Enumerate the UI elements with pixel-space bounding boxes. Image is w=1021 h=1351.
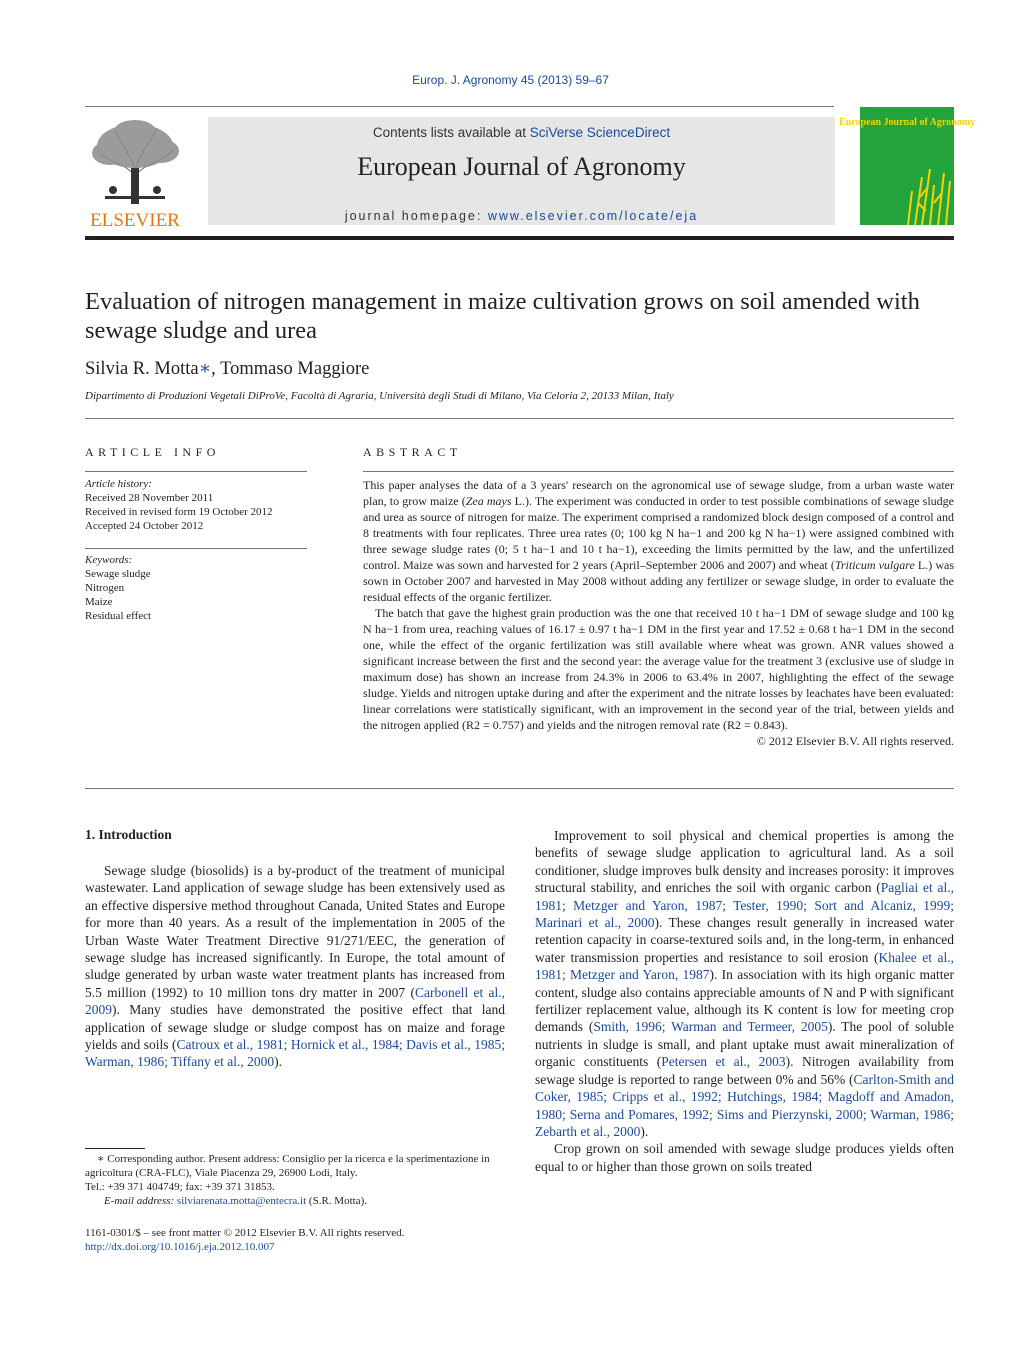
copyright-notice: © 2012 Elsevier B.V. All rights reserved. — [756, 734, 954, 748]
journal-cover-image[interactable] — [838, 107, 976, 225]
abstract-text-span: L.) was sown in October 2007 and harvested in May 2008 without adding any fertilizer or sewage sludge, in order to evaluate the residual effects of the organic fertilizer. — [363, 558, 954, 604]
abstract-text-span: L.). The experiment was conducted in order to test possible combinations of sewage sludge and urea as source of nitrogen for maize. The experiment comprised a randomized block design composed of a control and 8 treatments with four replicates. Three urea rates (0; 100 kg N ha−1 and 200 kg N ha−1) were assigned combined with three sewage sludge rates (0; 5 t ha−1 and 10 t ha−1), exceeding the limits permitted by the law, and the unfertilized control. Maize was sown and harvested for 2 years (April–September 2006 and 2007) and wheat ( — [363, 494, 955, 572]
title-divider — [85, 418, 954, 419]
tree-icon — [85, 118, 185, 230]
abstract-heading: ABSTRACT — [363, 445, 462, 459]
journal-citation[interactable]: Europ. J. Agronomy 45 (2013) 59–67 — [412, 73, 609, 87]
species-name: Triticum vulgare — [834, 558, 915, 572]
body-text-span: Sewage sludge (biosolids) is a by-product of the treatment of municipal wastewater. Land application of sewage sludge has been extensively used as an effective dispersive method throughout Canada, United States and Europe for more than 40 years. As a result of the implementation in 2005 of the Urban Waste Water Treatment Directive 91/271/EEC, the generation of sewage sludge has increased significantly. In Europe, the total amount of sludge generated by urban waste water treatment plants has increased from 5.5 million (1992) to 10 million tons dry matter in 2007 ( — [85, 863, 505, 1000]
body-text-span: ). The pool of soluble nutrients in sludge is small, and plant uptake must await mineralization of organic constituents ( — [535, 1019, 955, 1070]
author-separator: , — [211, 359, 221, 379]
doi-link[interactable]: http://dx.doi.org/10.1016/j.eja.2012.10.007 — [85, 1241, 275, 1253]
body-paragraph — [85, 862, 505, 1071]
author-name: Silvia R. Motta — [85, 359, 199, 379]
body-paragraph — [535, 827, 954, 1140]
abstract-text — [363, 477, 954, 749]
citation-link[interactable]: Khalee et al., 1981; Metzger and Yaron, 1987 — [535, 949, 955, 983]
history-revised: Received in revised form 19 October 2012 — [85, 506, 273, 518]
author-list — [85, 358, 369, 380]
issn-line: 1161-0301/$ – see front matter © 2012 Elsevier B.V. All rights reserved. — [85, 1227, 405, 1239]
abstract-paragraph — [363, 477, 954, 605]
author-name: Tommaso Maggiore — [220, 359, 370, 379]
abstract-divider — [363, 471, 954, 472]
body-column-left — [85, 862, 505, 1071]
article-info-divider — [85, 471, 307, 472]
homepage-link[interactable]: www.elsevier.com/locate/eja — [487, 209, 699, 223]
homepage-line — [208, 209, 835, 223]
contact-email-line — [85, 1194, 505, 1208]
contact-phone: Tel.: +39 371 404749; fax: +39 371 31853. — [85, 1181, 275, 1193]
cover-title: European Journal of Agronomy — [838, 117, 976, 128]
history-label: Article history: — [85, 478, 152, 490]
contents-prefix: Contents lists available at — [372, 125, 530, 140]
footnotes — [85, 1152, 505, 1208]
article-info-heading: ARTICLE INFO — [85, 445, 220, 459]
journal-banner — [208, 117, 835, 225]
abstract-text-span: This paper analyses the data of a 3 years' research on the agronomical use of sewage sludge, from a urban waste water plan, to grow maize ( — [363, 478, 954, 508]
keyword-item: Sewage sludge — [85, 568, 151, 580]
citation-link[interactable]: Petersen et al., 2003 — [661, 1054, 786, 1070]
citation-link[interactable]: Carlton-Smith and Coker, 1985; Cripps et al., 1992; Hutchings, 1984; Magdoff and Amadon, 1980; Serna and Pomares, 1992; Sims and Pierzynski, 2000; Warman, 1986; Zebarth et al., 2000 — [535, 1071, 954, 1139]
journal-name: European Journal of Agronomy — [357, 152, 686, 181]
abstract-paragraph: The batch that gave the highest grain production was the one that received 10 t ha−1 DM of sewage sludge and 100 kg N ha−1 from urea, reaching values of 16.17 ± 0.97 t ha−1 DM in the first year and 17.52 ± 0.68 t ha−1 DM in the second one, while the effect of the organic fertilization was still available where wheat was grown. ANR values showed a significant increase between the first and the second year: the average value for the treatment 3 (exclusive use of sludge in maximum dose) has shown an increase from 24.3% in 2006 to 63.4% in 2007, highlighting the effect of the sewage sludge. Yields and nitrogen uptake during and after the experiment and the nitrate losses by leachates have been evaluated: linear correlations were statistically significant, with an improvement in the second year of the trial, between yields and the nitrogen applied (R2 = 0.757) and yields and the nitrogen removal rate (R2 = 0.843). — [363, 606, 954, 732]
author-affiliation: Dipartimento di Produzioni Vegetali DiProVe, Facoltà di Agraria, Università degli Studi di Milano, Via Celoria 2, 20133 Milan, Italy — [85, 390, 674, 402]
body-text-span: ). Nitrogen availability from sewage sludge is reported to range between 0% and 56% ( — [535, 1054, 954, 1087]
corresponding-author-mark[interactable]: ∗ — [198, 359, 212, 379]
keywords-block — [85, 553, 151, 623]
keyword-item: Nitrogen — [85, 582, 125, 594]
elsevier-logo[interactable] — [85, 118, 185, 230]
front-matter — [85, 1226, 404, 1254]
cover-icon — [838, 107, 976, 225]
email-link[interactable]: silviarenata.motta@entecra.it — [176, 1195, 307, 1207]
keyword-item: Residual effect — [85, 610, 152, 622]
corresponding-author-note: ∗ Corresponding author. Present address: Consiglio per la ricerca e la sperimentazione in agricoltura (CRA-FLC), Viale Piacenza 29, 26900 Lodi, Italy. — [85, 1153, 490, 1179]
body-text-span: ). In association with its high organic matter content, sludge also contains appreciable amounts of N and P with significant fertilizer replacement value, although its K content is low for meeting crop demands ( — [535, 967, 954, 1035]
sciencedirect-link[interactable]: SciVerse ScienceDirect — [529, 125, 671, 140]
homepage-prefix: journal homepage: — [344, 209, 488, 223]
contents-line — [208, 125, 835, 140]
body-text-span: ). — [640, 1123, 649, 1139]
citation-link[interactable]: Pagliai et al., 1981; Metzger and Yaron, 1987; Tester, 1990; Sort and Alcaniz, 1999; Marinari et al., 2000 — [535, 880, 954, 931]
email-label: E-mail address: — [104, 1195, 177, 1207]
header-thick-divider — [85, 236, 954, 240]
keywords-divider — [85, 548, 307, 549]
body-text-span: ). — [274, 1054, 283, 1070]
abstract-bottom-divider — [85, 788, 954, 789]
citation-link[interactable]: Smith, 1996; Warman and Termeer, 2005 — [593, 1019, 828, 1035]
article-history — [85, 477, 273, 533]
body-paragraph: Crop grown on soil amended with sewage sludge produces yields often equal to or higher than those grown on soils treated — [535, 1141, 954, 1174]
article-title: Evaluation of nitrogen management in maize cultivation grows on soil amended with sewage sludge and urea — [85, 288, 920, 344]
body-text-span: Improvement to soil physical and chemical properties is among the benefits of sewage sludge application to agricultural land. As a soil conditioner, sludge improves bulk density and increases porosity: it improves structural stability, and enriches the soil with organic carbon ( — [535, 828, 954, 896]
section-heading-introduction: 1. Introduction — [85, 827, 172, 842]
body-text-span: ). Many studies have demonstrated the positive effect that land application of sewage sludge or sludge compost has on maize and forage yields and soils ( — [85, 1002, 505, 1053]
history-received: Received 28 November 2011 — [85, 492, 214, 504]
footnote-divider — [85, 1148, 145, 1149]
citation-link[interactable]: Carbonell et al., 2009 — [85, 984, 505, 1018]
body-column-right — [535, 827, 954, 1175]
citation-link[interactable]: Catroux et al., 1981; Hornick et al., 1984; Davis et al., 1985; Warman, 1986; Tiffany et al., 2000 — [85, 1037, 506, 1070]
email-suffix: (S.R. Motta). — [306, 1195, 367, 1207]
keywords-label: Keywords: — [85, 554, 133, 566]
elsevier-wordmark: ELSEVIER — [90, 210, 180, 231]
body-text-span: ). These changes result generally in increased water retention capacity in coarse-textured soils and, in the long-term, in enhanced water transmission properties and resistance to soil erosion ( — [535, 915, 954, 965]
keyword-item: Maize — [85, 596, 113, 608]
species-name: Zea mays — [465, 494, 512, 508]
history-accepted: Accepted 24 October 2012 — [85, 520, 204, 532]
header-divider — [85, 106, 834, 107]
